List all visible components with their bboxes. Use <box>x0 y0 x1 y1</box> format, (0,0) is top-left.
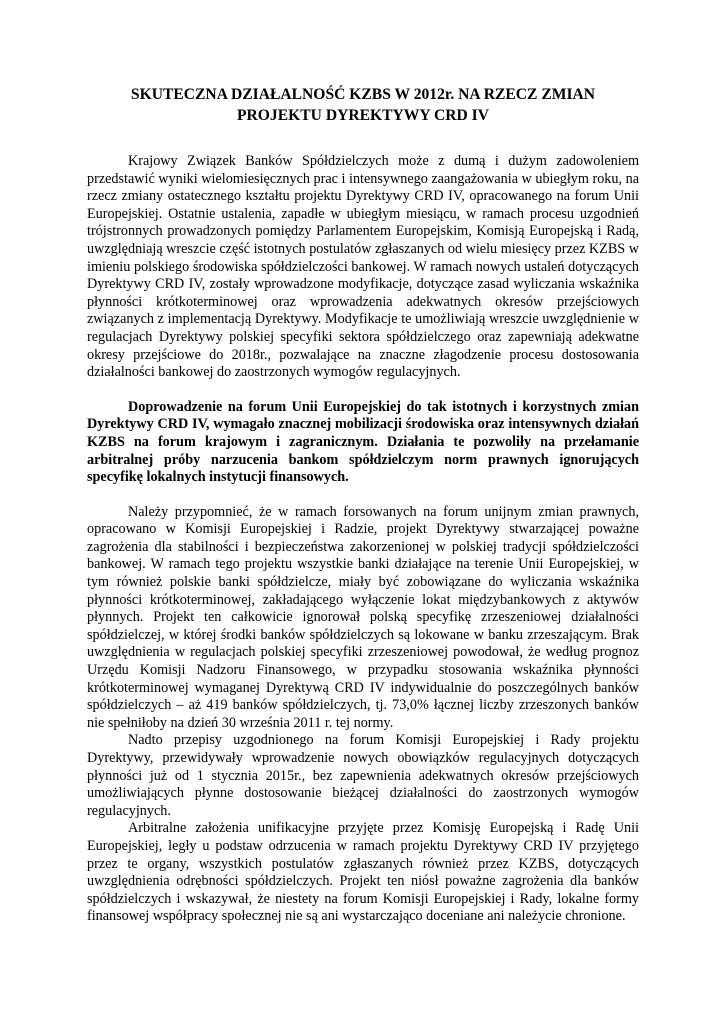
paragraph-bold-summary: Doprowadzenie na forum Unii Europejskiej do tak istotnych i korzystnych zmian Dyrektywy CRD IV, wymagało znacznej mobilizacji środowiska oraz intensywnych działań KZBS na forum krajowym i zagranicznym. Działania te pozwoliły na przełamanie arbitralnej próby narzucenia bankom spółdzielczym norm prawnych ignorujących specyfikę lokalnych instytucji finansowych. <box>87 398 639 486</box>
paragraph-unification-assumptions: Arbitralne założenia unifikacyjne przyjęte przez Komisję Europejską i Radę Unii Europejskiej, legły u podstaw odrzucenia w ramach projektu Dyrektywy CRD IV przyjętego przez te organy, wszystkich postulatów zgłaszanych również przez KZBS, dotyczących uwzględnienia odrębności spółdzielczych. Projekt ten niósł poważne zagrożenia dla banków spółdzielczych i wskazywał, że niestety na forum Komisji Europejskiej i Rady, lokalne formy finansowej współpracy społecznej nie są ani wystarczająco doceniane ani należycie chronione. <box>87 820 639 925</box>
paragraph-regulatory-obligations: Nadto przepisy uzgodnionego na forum Komisji Europejskiej i Rady projektu Dyrektywy, przewidywały wprowadzenie nowych obowiązków regulacyjnych dotyczących płynności już od 1 stycznia 2015r., bez zapewnienia adekwatnych okresów przejściowych umożliwiających płynne dostosowanie bieżącej działalności do zaostrzonych wymogów regulacyjnych. <box>87 732 639 819</box>
title-line-1: SKUTECZNA DZIAŁALNOŚĆ KZBS W 2012r. NA RZECZ ZMIAN <box>130 86 596 103</box>
document-body <box>87 84 639 926</box>
document-title <box>87 84 639 126</box>
title-line-2: PROJEKTU DYREKTYWY CRD IV <box>237 107 489 124</box>
paragraph-intro: Krajowy Związek Banków Spółdzielczych może z dumą i dużym zadowoleniem przedstawić wyniki wielomiesięcznych prac i intensywnego zaangażowania w ubiegłym roku, na rzecz zmiany ostatecznego kształtu projektu Dyrektywy CRD IV, opracowanego na forum Unii Europejskiej. Ostatnie ustalenia, zapadłe w ubiegłym miesiącu, w ramach procesu uzgodnień trójstronnych prowadzonych pomiędzy Parlamentem Europejskim, Komisją Europejską i Radą, uwzględniają wreszcie część istotnych postulatów zgłaszanych od wielu miesięcy przez KZBS w imieniu polskiego środowiska spółdzielczości bankowej. W ramach nowych ustaleń dotyczących Dyrektywy CRD IV, zostały wprowadzone modyfikacje, dotyczące zasad wyliczania wskaźnika płynności krótkoterminowej oraz wprowadzenia adekwatnych okresów przejściowych związanych z implementacją Dyrektywy. Modyfikacje te umożliwiają wreszcie uwzględnienie w regulacjach Dyrektywy polskiej specyfiki sektora spółdzielczego oraz zapewniają adekwatne okresy przejściowe do 2018r., pozwalające na znaczne złagodzenie procesu dostosowania działalności bankowej do zaostrzonych wymogów regulacyjnych. <box>87 153 639 381</box>
paragraph-background: Należy przypomnieć, że w ramach forsowanych na forum unijnym zmian prawnych, opracowano w Komisji Europejskiej i Radzie, projekt Dyrektywy stwarzającej poważne zagrożenia dla stabilności i bezpieczeństwa zakorzenionej w polskiej tradycji spółdzielczości bankowej. W ramach tego projektu wszystkie banki działające na terenie Unii Europejskiej, w tym również polskie banki spółdzielcze, miały być zobowiązane do wyliczania wskaźnika płynności krótkoterminowej, zakładającego wyłączenie lokat międzybankowych z aktywów płynnych. Projekt ten całkowicie ignorował polską specyfikę zrzeszeniowej działalności spółdzielczej, w której środki banków spółdzielczych są lokowane w banku zrzeszającym. Brak uwzględnienia w regulacjach polskiej specyfiki zrzeszeniowej powodował, że według prognoz Urzędu Komisji Nadzoru Finansowego, w przypadku stosowania wskaźnika płynności krótkoterminowej wymaganej Dyrektywą CRD IV indywidualnie do poszczególnych banków spółdzielczych – aż 419 banków spółdzielczych, tj. 73,0% łącznej liczby zrzeszonych banków nie spełniłoby na dzień 30 września 2011 r. tej normy. <box>87 503 639 731</box>
